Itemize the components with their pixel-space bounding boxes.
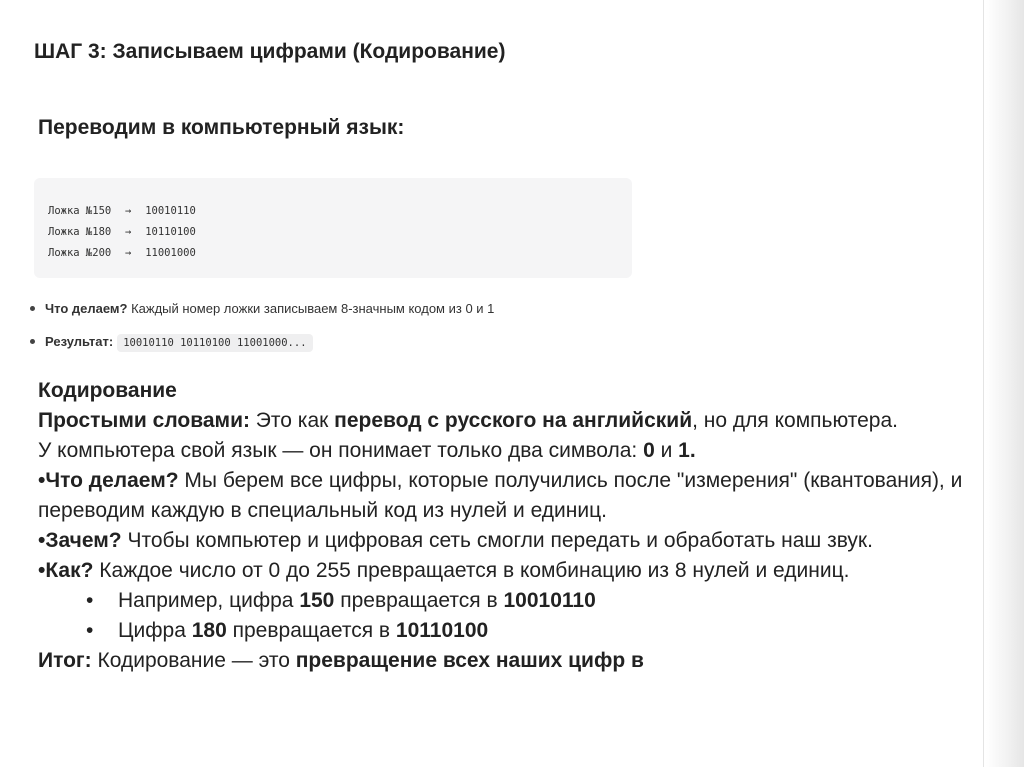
bullet-dot-icon: [30, 306, 35, 311]
emphasis: перевод с русского на английский: [334, 409, 693, 432]
bullet-result: [30, 334, 313, 349]
bullet-dot-icon: •: [86, 589, 94, 612]
text: превращается в: [334, 589, 504, 612]
emphasis: 10010110: [503, 589, 596, 612]
emphasis: превращение всех наших цифр в: [295, 649, 644, 672]
bullet-dot-icon: [30, 339, 35, 344]
text: Это как: [249, 409, 335, 432]
simple-words-paragraph: [38, 406, 978, 436]
code-value: 10010110: [145, 205, 196, 217]
example-item: [38, 616, 978, 646]
code-line: [48, 247, 196, 259]
bullet-dot-icon: •: [86, 619, 94, 642]
text: превращается в: [226, 619, 396, 642]
emphasis: 180: [191, 619, 227, 642]
what-paragraph: [38, 466, 978, 526]
text: Цифра: [118, 619, 192, 642]
inline-code: 10010110 10110100 11001000...: [117, 334, 312, 352]
code-block: [34, 178, 632, 278]
text: Мы берем все цифры, которые получились после "измерения" (квантования), и переводим каждую в специальный код из нулей и единиц.: [38, 469, 963, 522]
example-item: [38, 586, 978, 616]
text: У компьютера свой язык — он понимает только два символа:: [38, 439, 644, 462]
arrow-icon: →: [125, 247, 132, 259]
label-total: Итог:: [38, 649, 92, 672]
page-title: ШАГ 3: Записываем цифрами (Кодирование): [34, 40, 506, 63]
code-value: 11001000: [145, 247, 196, 259]
label-what: •Что делаем?: [38, 469, 179, 492]
code-value: 10110100: [145, 226, 196, 238]
text: Кодирование — это: [91, 649, 296, 672]
why-paragraph: [38, 526, 978, 556]
how-paragraph: [38, 556, 978, 586]
bullet-what: [30, 301, 494, 316]
slide-edge-shadow: [986, 0, 1024, 767]
text: , но для компьютера.: [692, 409, 898, 432]
bullet-label: Результат:: [45, 334, 114, 349]
language-paragraph: [38, 436, 978, 466]
emphasis: 1.: [678, 439, 696, 462]
bullet-label: Что делаем?: [45, 301, 128, 316]
emphasis: 150: [299, 589, 335, 612]
section-subtitle: Переводим в компьютерный язык:: [38, 116, 405, 139]
code-label: Ложка №180: [48, 226, 112, 238]
body-text: [38, 376, 978, 676]
section-title: Кодирование: [38, 379, 177, 402]
code-label: Ложка №200: [48, 247, 112, 259]
text: и: [654, 439, 679, 462]
label-simple: Простыми словами:: [38, 409, 250, 432]
emphasis: 0: [643, 439, 655, 462]
label-how: •Как?: [38, 559, 94, 582]
slide-edge-line: [983, 0, 984, 767]
code-line: [48, 226, 196, 238]
code-label: Ложка №150: [48, 205, 112, 217]
text: Чтобы компьютер и цифровая сеть смогли передать и обработать наш звук.: [121, 529, 873, 552]
text: Каждое число от 0 до 255 превращается в комбинацию из 8 нулей и единиц.: [93, 559, 850, 582]
bullet-text: Каждый номер ложки записываем 8-значным кодом из 0 и 1: [127, 301, 495, 316]
arrow-icon: →: [125, 205, 132, 217]
arrow-icon: →: [125, 226, 132, 238]
label-why: •Зачем?: [38, 529, 122, 552]
summary-paragraph: [38, 646, 978, 676]
emphasis: 10110100: [395, 619, 489, 642]
code-line: [48, 205, 196, 217]
text: Например, цифра: [118, 589, 300, 612]
